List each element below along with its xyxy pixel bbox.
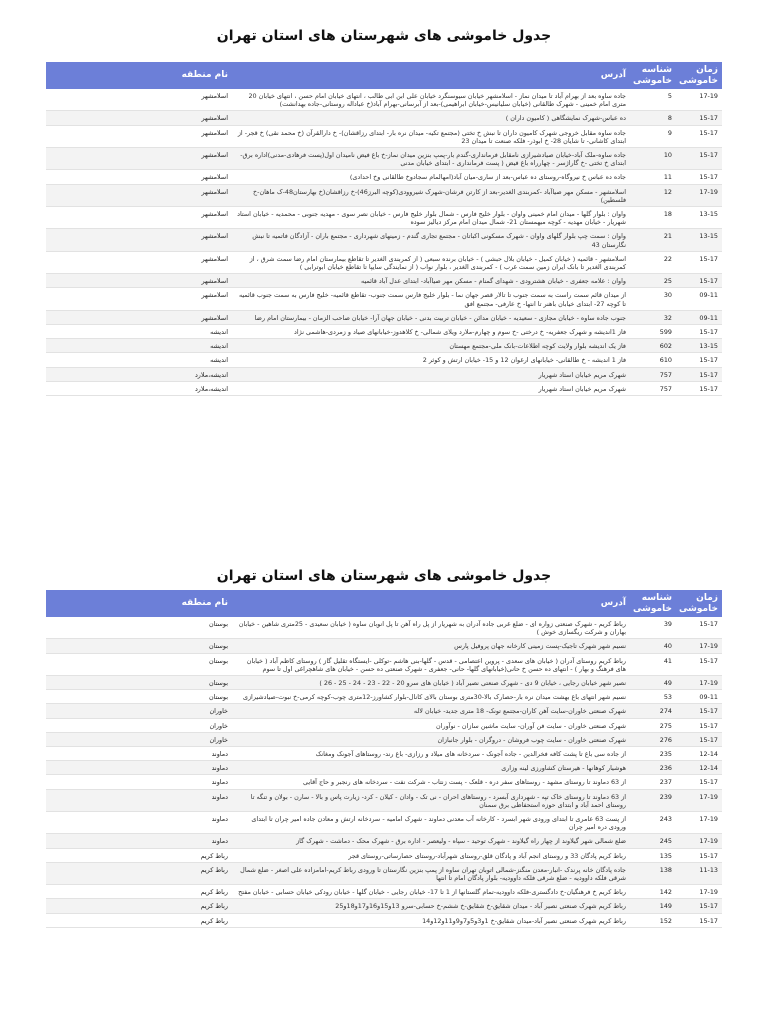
- area-cell: اسلامشهر: [46, 125, 232, 147]
- time-cell: 15-17: [676, 274, 722, 288]
- id-cell: 239: [630, 789, 676, 811]
- address-cell: واوان : سمت چپ بلوار گلهای واوان - شهرک مسکونی اکباتان - مجتمع تجاری گندم - زمینهای شهرداری - مجتمع باران - آزادگان فاتمیه تا نبش نگارستان 43: [232, 229, 630, 251]
- id-cell: 757: [630, 367, 676, 381]
- id-cell: 39: [630, 617, 676, 639]
- id-cell: 22: [630, 251, 676, 273]
- area-cell: اسلامشهر: [46, 111, 232, 125]
- area-cell: دماوند: [46, 812, 232, 834]
- column-header-time: زمان خاموشی: [676, 62, 722, 89]
- time-cell: 17-19: [676, 834, 722, 848]
- table-row: [46, 639, 722, 653]
- id-cell: 53: [630, 690, 676, 704]
- address-cell: جاده پادگان خانه پرندک -انبار-معدن منگنز-شمالی اتوبان تهران ساوه از پمپ بنزین نگارستان تا ورودی رباط کریم-امامزاده علی اصغر - ضلع شمال شرقی فلکه داوودیه - ضلع شرقی فلکه داوودیه- بلوار پادگان امام تا انتها: [232, 862, 630, 884]
- time-cell: 15-17: [676, 111, 722, 125]
- table-row: [46, 288, 722, 310]
- area-cell: دماوند: [46, 761, 232, 775]
- address-cell: ضلع شمالی شهر گیلاوند از چهار راه گیلاوند - شهرک توحید - سپاه - ولیعصر - اداره برق - شهرک محک - دماشت - شهرک گاز: [232, 834, 630, 848]
- table-row: [46, 207, 722, 229]
- time-cell: 17-19: [676, 184, 722, 206]
- id-cell: 276: [630, 732, 676, 746]
- table-section: [0, 0, 768, 393]
- address-cell: ده عباس-شهرک نمایشگاهی ( کامیون داران ): [232, 111, 630, 125]
- outage-table: [46, 62, 722, 396]
- id-cell: 21: [630, 229, 676, 251]
- table-row: [46, 381, 722, 395]
- id-cell: 10: [630, 148, 676, 170]
- table-row: [46, 353, 722, 367]
- time-cell: 17-19: [676, 789, 722, 811]
- id-cell: 8: [630, 111, 676, 125]
- id-cell: 237: [630, 775, 676, 789]
- time-cell: 13-15: [676, 339, 722, 353]
- id-cell: 25: [630, 274, 676, 288]
- area-cell: اسلامشهر: [46, 148, 232, 170]
- id-cell: 142: [630, 885, 676, 899]
- table-row: [46, 653, 722, 675]
- id-cell: 49: [630, 676, 676, 690]
- id-cell: 30: [630, 288, 676, 310]
- area-cell: بوستان: [46, 676, 232, 690]
- address-cell: هوشیار کوهانها - هیرستان کشاورزی لینه وزاری: [232, 761, 630, 775]
- time-cell: 15-17: [676, 899, 722, 913]
- area-cell: رباط کریم: [46, 862, 232, 884]
- area-cell: خاوران: [46, 718, 232, 732]
- area-cell: اسلامشهر: [46, 274, 232, 288]
- table-row: [46, 676, 722, 690]
- address-cell: نصیر شهر خیابان رجایی ، خیابان 9 دی - شهرک صنعتی نصیر آباد ( خیابان های سرو 20 - 22 - 23 - 24 - 25 - 26 ): [232, 676, 630, 690]
- area-cell: رباط کریم: [46, 913, 232, 927]
- area-cell: اندیشه: [46, 325, 232, 339]
- address-cell: از جاده سی باغ تا پشت کافه فخرالدین - جاده آجونک - سردخانه های میلاد و رزازی- باغ رند- روستاهای آجونک ومغانک: [232, 747, 630, 761]
- table-row: [46, 899, 722, 913]
- id-cell: 610: [630, 353, 676, 367]
- table-header-row: [46, 590, 722, 617]
- table-row: [46, 775, 722, 789]
- area-cell: اسلامشهر: [46, 207, 232, 229]
- id-cell: 599: [630, 325, 676, 339]
- id-cell: 602: [630, 339, 676, 353]
- area-cell: رباط کریم: [46, 848, 232, 862]
- id-cell: 243: [630, 812, 676, 834]
- address-cell: از میدان قائم سمت راست به سمت جنوب تا تالار قصر جهان نما - بلوار خلیج فارس سمت جنوب- تقاطع قائمیه- خلیج فارس به سمت جنوب قائمیه تا کوچه 27- ابتدای خیابان باهنر تا انتها- خ عارفی- مجتمع افق: [232, 288, 630, 310]
- table-row: [46, 885, 722, 899]
- address-cell: واوان : بلوار گلها - میدان امام خمینی واوان - بلوار خلیج فارس - شمال بلوار خلیج فارس - خیابان نصر سوی - مهدیه جنوبی - محمدیه - خیابان استاد شهریار - خیابان مهدیه - کوچه میهمستان 21- شمال میدان امام مرکز دیالیز سوده: [232, 207, 630, 229]
- table-row: [46, 251, 722, 273]
- time-cell: 15-17: [676, 353, 722, 367]
- table-row: [46, 184, 722, 206]
- address-cell: فاز یک اندیشه بلوار ولایت کوچه اطلاعات-بانک ملی-مجتمع مهستان: [232, 339, 630, 353]
- area-cell: رباط کریم: [46, 899, 232, 913]
- area-cell: اسلامشهر: [46, 229, 232, 251]
- id-cell: 274: [630, 704, 676, 718]
- address-cell: رباط کریم - شهرک صنعتی زواره ای - ضلع غربی جاده آدران به شهریار از پل راه آهن تا پل انوبان ساوه ( خیابان سعیدی - 25متری شاهین - خیابان بهاران و شرکت ریگسازی خوش ): [232, 617, 630, 639]
- table-row: [46, 862, 722, 884]
- address-cell: رباط کریم روستای آدران ( خیابان های سعدی - پروین اعتصامی - قدس - گلها-بنی هاشم -توکلی -ایستگاه تقلیل گاز ) روستای کاظم آباد ( خیابان های فرهنگ و بهار ) - انتهای ده حسن خ حانی(خیابانهای گلها- حانی- جعفری - شهرک صنعتی ده حسن - خیابان های شاهچراغی اول تا سوم: [232, 653, 630, 675]
- table-row: [46, 617, 722, 639]
- area-cell: بوستان: [46, 639, 232, 653]
- address-cell: فاز 1اندیشه و شهرک جعفریه- خ درختی -خ سوم و چهارم-ملارد ویلای شمالی- خ کلاهدوز-خیابانهای صیاد و زمردی-هاشمی نژاد: [232, 325, 630, 339]
- address-cell: رباط کریم شهرک صنعتی نصیر آباد - میدان شقایق-خ شقایق-خ ششم-خ حسابی-سرو 13و15و16و17و18و25: [232, 899, 630, 913]
- address-cell: شهرک صنعتی خاوران - سایت فن آوران- سایت ماشین سازان - نوآوران: [232, 718, 630, 732]
- area-cell: دماوند: [46, 834, 232, 848]
- table-row: [46, 761, 722, 775]
- time-cell: 15-17: [676, 251, 722, 273]
- time-cell: 17-19: [676, 676, 722, 690]
- page-title: جدول خاموشی های شهرستان های استان تهران: [216, 568, 552, 584]
- address-cell: از 63 دماوند تا روستای خاک تپه - شهرداری آبسرد - روستاهای احران - نی تک - وادان - کیلان - کرد- زیارت پاس و بالا - سارن - بولان و تنگه تا روستای احمد آباد و ابتدای حوزه استحفاظی برق سمنان: [232, 789, 630, 811]
- time-cell: 17-19: [676, 885, 722, 899]
- area-cell: بوستان: [46, 617, 232, 639]
- area-cell: اسلامشهر: [46, 310, 232, 324]
- address-cell: رباط کریم پادگان 33 و روستای انجم آباد و پادگان قلق-روستای شهرآباد-روستای حصارساتی-روستای قجر: [232, 848, 630, 862]
- id-cell: 18: [630, 207, 676, 229]
- area-cell: اندیشه،ملارد: [46, 381, 232, 395]
- time-cell: 09-11: [676, 690, 722, 704]
- area-cell: خاوران: [46, 732, 232, 746]
- time-cell: 15-17: [676, 381, 722, 395]
- address-cell: رباط کریم شهرک صنعتی نصیر آباد-میدان شقایق-خ 1و3و5و7و9و11و12و14: [232, 913, 630, 927]
- table-row: [46, 690, 722, 704]
- table-row: [46, 913, 722, 927]
- id-cell: 757: [630, 381, 676, 395]
- id-cell: 275: [630, 718, 676, 732]
- id-cell: 235: [630, 747, 676, 761]
- time-cell: 15-17: [676, 617, 722, 639]
- table-row: [46, 718, 722, 732]
- area-cell: اسلامشهر: [46, 170, 232, 184]
- address-cell: از 63 دماوند تا روستای مشهد - روستاهای سفر دره - قلعک - پست زنتاب - شرکت نفت - سردخانه های رنجبر و حاج آقایی: [232, 775, 630, 789]
- time-cell: 17-19: [676, 812, 722, 834]
- time-cell: 15-17: [676, 718, 722, 732]
- table-row: [46, 89, 722, 111]
- table-row: [46, 834, 722, 848]
- table-row: [46, 704, 722, 718]
- id-cell: 236: [630, 761, 676, 775]
- area-cell: اندیشه: [46, 353, 232, 367]
- area-cell: اسلامشهر: [46, 251, 232, 273]
- table-section: [0, 548, 768, 925]
- id-cell: 245: [630, 834, 676, 848]
- time-cell: 15-17: [676, 848, 722, 862]
- table-row: [46, 747, 722, 761]
- address-cell: جاده ساوه-ملک آباد-خیابان صیادشیرازی نامقابل فرمانداری-گندم بار-پمپ بنزین میدان نماز-خ باغ فیض نامیدان اول(پست فرهادی-مدنی)اداره برق-ابتدای خ تختی -خ گاراژسر - چهارراه باغ فیض ( پست فرمانداری - ابتدای خیابان مدنی: [232, 148, 630, 170]
- area-cell: رباط کریم: [46, 885, 232, 899]
- column-header-area: نام منطقه: [46, 590, 232, 617]
- column-header-time: زمان خاموشی: [676, 590, 722, 617]
- table-row: [46, 229, 722, 251]
- area-cell: دماوند: [46, 747, 232, 761]
- address-cell: شهرک مریم خیابان استاد شهریار: [232, 381, 630, 395]
- address-cell: اسلامشهر - قائمیه ( خیابان کمیل - خیابان بلال حبشی ) - خیابان برنده سبعی ( از کمربندی الغدیر تا تقاطع بیمارستان امام رضا سمت شرق ، از کمربندی الغدیر تا بانک ایران زمین سمت غرب ) - کمربندی الغدیر ، بلوار نواب ( از نمایندگی سایپا تا تقاطع خیابان ابوترابی ): [232, 251, 630, 273]
- table-row: [46, 339, 722, 353]
- column-header-area: نام منطقه: [46, 62, 232, 89]
- table-row: [46, 789, 722, 811]
- area-cell: خاوران: [46, 704, 232, 718]
- address-cell: فاز 1 اندیشه - خ طالقانی- خیابانهای ارغوان 12 و 15- خیابان ارتش و کوثر 2: [232, 353, 630, 367]
- address-cell: نسیم شهر انتهای باغ بهشت میدان نره بار-حصارک بالا-30متری بوستان بالای کانال-بلوار کشاورز-12متری چوب-کوچه کرمی-خ نبوت-صیادشیرازی: [232, 690, 630, 704]
- area-cell: اسلامشهر: [46, 89, 232, 111]
- area-cell: اندیشه،ملارد: [46, 367, 232, 381]
- id-cell: 40: [630, 639, 676, 653]
- time-cell: 12-14: [676, 761, 722, 775]
- time-cell: 09-11: [676, 310, 722, 324]
- id-cell: 5: [630, 89, 676, 111]
- id-cell: 152: [630, 913, 676, 927]
- id-cell: 32: [630, 310, 676, 324]
- time-cell: 11-13: [676, 862, 722, 884]
- column-header-address: آدرس: [232, 590, 630, 617]
- address-cell: جاده ساوه مقابل خروجی شهرک کامیون داران تا نبش خ تختی (مجتمع تکیه- میدان نره بار- ابتدای رزاقشان)- خ دارالقرآن (خ محمد نقی) خ قجر- از ابتدای کاشانی- تا شایان 28- خ ابوذر- فلکه صنعت تا میدان 23: [232, 125, 630, 147]
- time-cell: 15-17: [676, 170, 722, 184]
- id-cell: 135: [630, 848, 676, 862]
- column-header-id: شناسه خاموشی: [630, 62, 676, 89]
- time-cell: 15-17: [676, 732, 722, 746]
- address-cell: از پست 63 عامری تا ابتدای ورودی شهر ابسرد - کارخانه آب معدنی دماوند - شهرک امامیه - سردخانه ارتش و معادن جاده امیر چران تا ابتدای ورودی دره امیر چران: [232, 812, 630, 834]
- area-cell: اسلامشهر: [46, 288, 232, 310]
- time-cell: 15-17: [676, 367, 722, 381]
- column-header-id: شناسه خاموشی: [630, 590, 676, 617]
- table-row: [46, 125, 722, 147]
- time-cell: 13-15: [676, 229, 722, 251]
- address-cell: اسلامشهر - مسکن مهر صیاآباد -کمربندی الغدیر-بعد از کارتن فرشان-شهرک شیروودی(کوچه البرز46)-خ رزاقشان(خ بهارستان48-ک ماهان-خ فلسطین): [232, 184, 630, 206]
- time-cell: 12-14: [676, 747, 722, 761]
- table-row: [46, 732, 722, 746]
- table-row: [46, 310, 722, 324]
- area-cell: دماوند: [46, 789, 232, 811]
- area-cell: بوستان: [46, 653, 232, 675]
- id-cell: 11: [630, 170, 676, 184]
- time-cell: 15-17: [676, 775, 722, 789]
- time-cell: 15-17: [676, 125, 722, 147]
- area-cell: اسلامشهر: [46, 184, 232, 206]
- address-cell: جاده ده عباس خ نیروگاه-روستای ده عباس-بعد از ساری-میان آباد(امهالمام سجادوخ طالقانی وخ احدادی): [232, 170, 630, 184]
- outage-table: [46, 590, 722, 928]
- page-title: جدول خاموشی های شهرستان های استان تهران: [216, 28, 552, 44]
- address-cell: نسیم شهر شهرک تاجیک-پست زمینی کارخانه جهان پروفیل پارس: [232, 639, 630, 653]
- time-cell: 15-17: [676, 704, 722, 718]
- time-cell: 13-15: [676, 207, 722, 229]
- id-cell: 9: [630, 125, 676, 147]
- table-row: [46, 848, 722, 862]
- table-row: [46, 812, 722, 834]
- time-cell: 15-17: [676, 913, 722, 927]
- table-header-row: [46, 62, 722, 89]
- time-cell: 09-11: [676, 288, 722, 310]
- time-cell: 15-17: [676, 325, 722, 339]
- address-cell: واوان : علامه جعفری - خیابان هشترودی - شهدای گمنام - مسکن مهر صیاآباد- ابتدای عدل آباد قائمیه: [232, 274, 630, 288]
- id-cell: 41: [630, 653, 676, 675]
- time-cell: 17-19: [676, 89, 722, 111]
- column-header-address: آدرس: [232, 62, 630, 89]
- time-cell: 15-17: [676, 653, 722, 675]
- table-row: [46, 111, 722, 125]
- area-cell: بوستان: [46, 690, 232, 704]
- area-cell: اندیشه: [46, 339, 232, 353]
- address-cell: جنوب جاده ساوه - خیابان مجازی - سعیدیه - خیابان مدائن - خیابان تربیت بدنی - خیابان جهان آرا- خیابان صاحب الزمان - بیمارستان امام رضا: [232, 310, 630, 324]
- time-cell: 15-17: [676, 148, 722, 170]
- address-cell: شهرک صنعتی خاوران-سایت آهن کاران-مجتمع تونک- 18 متری جدید- خیابان لاله: [232, 704, 630, 718]
- table-row: [46, 274, 722, 288]
- id-cell: 149: [630, 899, 676, 913]
- time-cell: 17-19: [676, 639, 722, 653]
- table-row: [46, 367, 722, 381]
- address-cell: رباط کریم خ فرهنگیان-خ دادگستری-فلکه داوودیه-تمام گلستانها از 1 تا 17- خیابان رجایی - خیابان گلها - خیابان رودکی خیابان حسابی - خیابان مفتح: [232, 885, 630, 899]
- id-cell: 12: [630, 184, 676, 206]
- address-cell: شهرک مریم خیابان استاد شهریار: [232, 367, 630, 381]
- address-cell: شهرک صنعتی خاوران - سایت چوب فروشان - دروگران - بلوار جانبازان: [232, 732, 630, 746]
- id-cell: 138: [630, 862, 676, 884]
- table-row: [46, 325, 722, 339]
- area-cell: دماوند: [46, 775, 232, 789]
- address-cell: جاده ساوه بعد از بهرام آباد تا میدان نماز - اسلامشهر خیابان سیوسنگرد خیابان علی ابن ابی طالب ، انتهای خیابان امام حسن ، انتهای خیابان 20 متری امام خمینی - شهرک طالقانی (خیابان سلیانیس-خیابان ابراهیمی)-بعد از آبرسانی-بهرام آباد(خ عباداله روستانی-جاده بهدانشت): [232, 89, 630, 111]
- table-row: [46, 148, 722, 170]
- table-row: [46, 170, 722, 184]
